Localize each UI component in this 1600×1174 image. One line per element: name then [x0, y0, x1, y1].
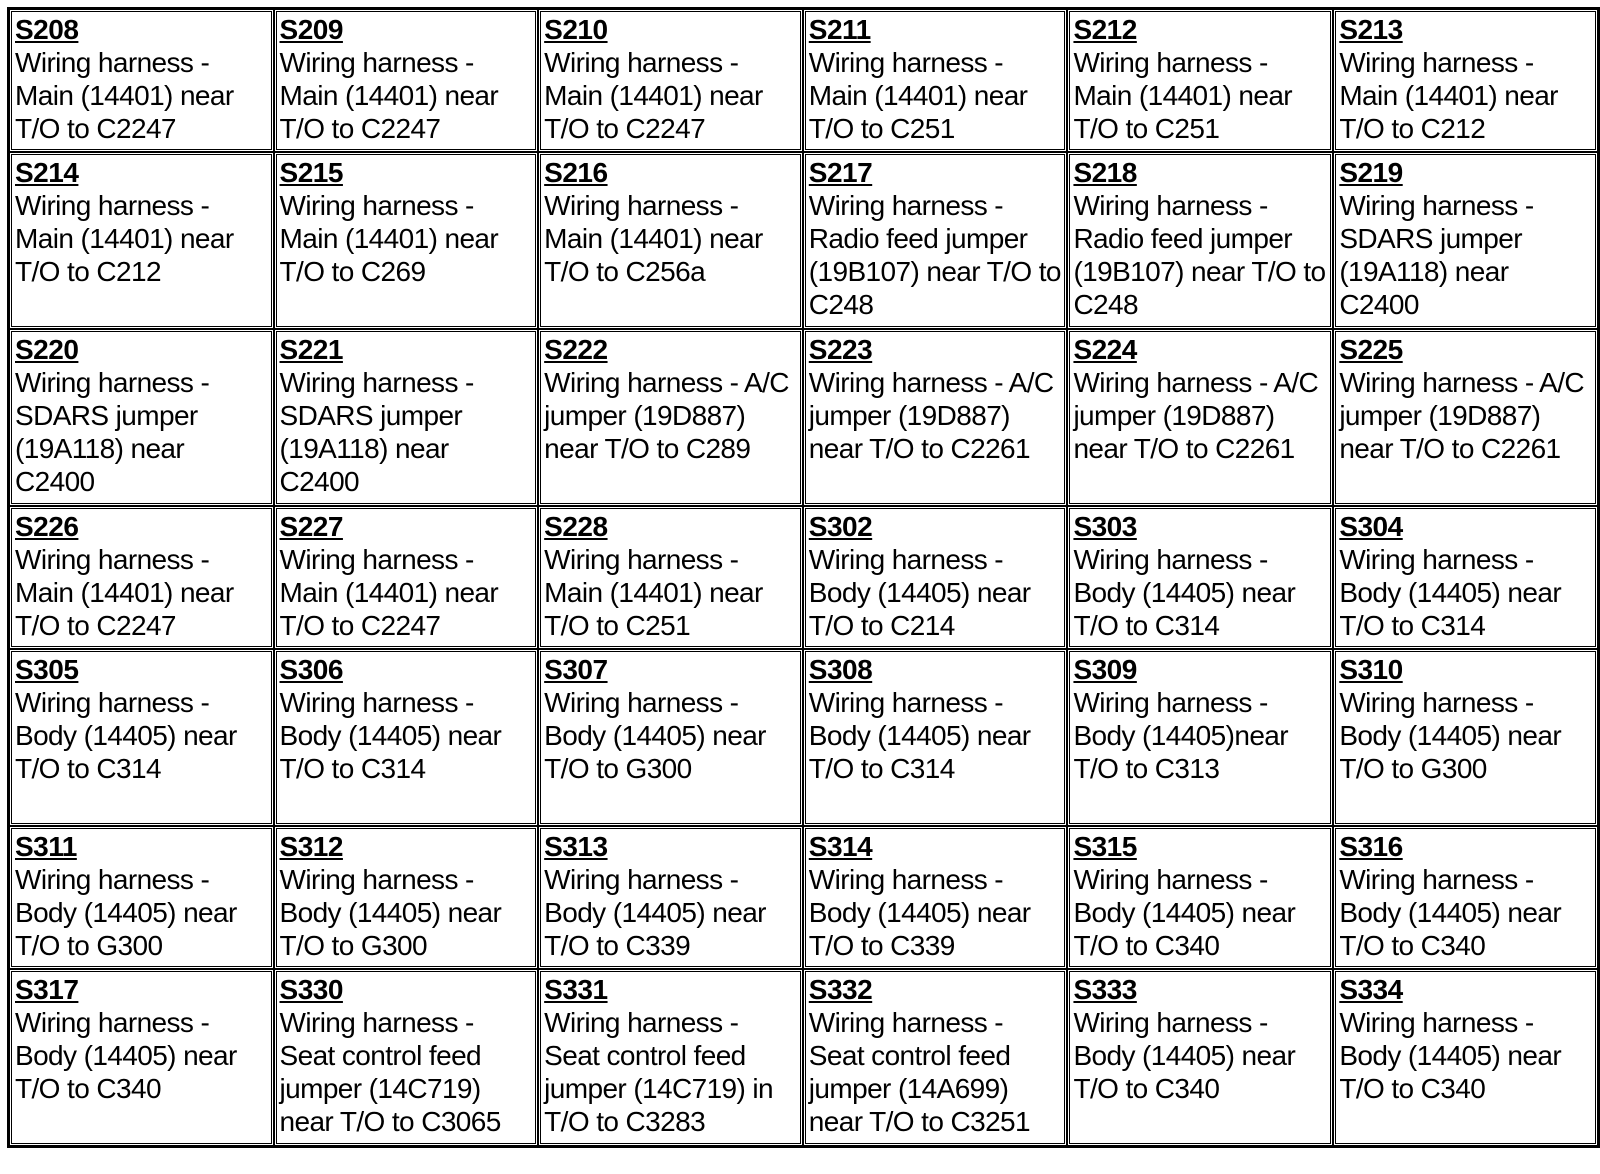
- splice-cell: [1067, 826, 1333, 969]
- splice-id: S314: [808, 831, 873, 862]
- splice-cell: [538, 826, 803, 969]
- splice-id: S334: [1339, 974, 1403, 1005]
- splice-cell: [9, 649, 274, 826]
- splice-description: Wiring harness - Main (14401) near T/O to C2247: [15, 544, 234, 641]
- splice-id: S330: [279, 974, 343, 1005]
- splice-description: Wiring harness - SDARS jumper (19A118) near C2400: [1339, 190, 1534, 320]
- splice-id: S308: [808, 654, 873, 685]
- splice-id: S223: [808, 334, 873, 365]
- splice-description: Wiring harness - Main (14401) near T/O to C251: [1073, 47, 1293, 144]
- splice-description: Wiring harness - A/C jumper (19D887) near T/O to C2261: [1073, 367, 1319, 464]
- splice-cell: [9, 826, 274, 969]
- splice-id: S331: [544, 974, 608, 1005]
- splice-cell: [803, 152, 1068, 329]
- splice-id: S310: [1339, 654, 1403, 685]
- splice-cell: [803, 969, 1068, 1146]
- table-row: [9, 826, 1598, 969]
- splice-description: Wiring harness - Body (14405) near T/O to C340: [1339, 1007, 1562, 1104]
- splice-cell: [274, 969, 539, 1146]
- splice-cell: [1067, 969, 1333, 1146]
- splice-id: S228: [544, 511, 608, 542]
- splice-description: Wiring harness - Body (14405) near T/O to G300: [1339, 687, 1562, 784]
- splice-cell: [1333, 969, 1598, 1146]
- splice-description: Wiring harness - Seat control feed jumper (14A699) near T/O to C3251: [808, 1007, 1030, 1137]
- splice-cell: [274, 649, 539, 826]
- splice-cell: [9, 152, 274, 329]
- splice-id: S210: [544, 14, 608, 45]
- splice-description: Wiring harness - Main (14401) near T/O to C2247: [279, 544, 499, 641]
- splice-description: Wiring harness - A/C jumper (19D887) near T/O to C2261: [808, 367, 1054, 464]
- splice-description: Wiring harness - Body (14405) near T/O to C340: [1339, 864, 1562, 961]
- splice-description: Wiring harness - Body (14405) near T/O to C339: [544, 864, 766, 961]
- table-row: [9, 649, 1598, 826]
- splice-id: S313: [544, 831, 608, 862]
- splice-id: S302: [808, 511, 873, 542]
- splice-description: Wiring harness - Body (14405) near T/O to G300: [544, 687, 766, 784]
- splice-id: S303: [1073, 511, 1137, 542]
- splice-description: Wiring harness - A/C jumper (19D887) near T/O to C2261: [1339, 367, 1585, 464]
- splice-id: S312: [279, 831, 343, 862]
- splice-cell: [1333, 329, 1598, 506]
- splice-description: Wiring harness - Body (14405) near T/O to C340: [1073, 864, 1296, 961]
- splice-id: S316: [1339, 831, 1403, 862]
- splice-description: Wiring harness - Radio feed jumper (19B107) near T/O to C248: [808, 190, 1061, 320]
- splice-description: Wiring harness - Body (14405) near T/O to C340: [1073, 1007, 1296, 1104]
- splice-cell: [1067, 9, 1333, 152]
- splice-cell: [274, 152, 539, 329]
- splice-id: S214: [15, 157, 79, 188]
- splice-description: Wiring harness - Body (14405) near T/O to C314: [1073, 544, 1296, 641]
- splice-id: S333: [1073, 974, 1137, 1005]
- splice-description: Wiring harness - Main (14401) near T/O to C212: [15, 190, 234, 287]
- splice-cell: [803, 329, 1068, 506]
- splice-description: Wiring harness - A/C jumper (19D887) near T/O to C289: [544, 367, 789, 464]
- splice-id: S213: [1339, 14, 1403, 45]
- splice-cell: [1333, 152, 1598, 329]
- splice-cell: [9, 969, 274, 1146]
- splice-id: S222: [544, 334, 608, 365]
- splice-id: S218: [1073, 157, 1137, 188]
- splice-description: Wiring harness - Radio feed jumper (19B107) near T/O to C248: [1073, 190, 1326, 320]
- splice-description: Wiring harness - Body (14405) near T/O to C314: [808, 687, 1031, 784]
- splice-cell: [274, 329, 539, 506]
- splice-location-table: [7, 7, 1600, 1148]
- splice-id: S216: [544, 157, 608, 188]
- splice-id: S305: [15, 654, 79, 685]
- splice-id: S306: [279, 654, 343, 685]
- splice-description: Wiring harness - Main (14401) near T/O to C251: [808, 47, 1028, 144]
- splice-cell: [274, 506, 539, 649]
- splice-table-body: [9, 9, 1598, 1146]
- splice-description: Wiring harness - Main (14401) near T/O to C212: [1339, 47, 1558, 144]
- splice-description: Wiring harness - SDARS jumper (19A118) near C2400: [15, 367, 210, 497]
- splice-cell: [538, 9, 803, 152]
- splice-cell: [1067, 152, 1333, 329]
- splice-cell: [1333, 826, 1598, 969]
- splice-cell: [803, 506, 1068, 649]
- splice-id: S219: [1339, 157, 1403, 188]
- splice-cell: [538, 152, 803, 329]
- splice-cell: [803, 649, 1068, 826]
- splice-description: Wiring harness - Seat control feed jumper (14C719) in T/O to C3283: [544, 1007, 774, 1137]
- splice-description: Wiring harness - Body (14405) near T/O to C314: [279, 687, 502, 784]
- splice-id: S311: [15, 831, 77, 862]
- splice-cell: [538, 329, 803, 506]
- splice-cell: [803, 9, 1068, 152]
- splice-id: S211: [808, 14, 871, 45]
- splice-id: S215: [279, 157, 343, 188]
- splice-cell: [538, 969, 803, 1146]
- splice-description: Wiring harness - Body (14405) near T/O to G300: [279, 864, 502, 961]
- splice-description: Wiring harness - Body (14405) near T/O to C340: [15, 1007, 237, 1104]
- splice-description: Wiring harness - Body (14405)near T/O to C313: [1073, 687, 1288, 784]
- splice-description: Wiring harness - Main (14401) near T/O to C269: [279, 190, 499, 287]
- splice-description: Wiring harness - Body (14405) near T/O to C214: [808, 544, 1031, 641]
- splice-description: Wiring harness - SDARS jumper (19A118) near C2400: [279, 367, 474, 497]
- splice-id: S307: [544, 654, 608, 685]
- splice-description: Wiring harness - Body (14405) near T/O to C339: [808, 864, 1031, 961]
- splice-id: S208: [15, 14, 79, 45]
- splice-cell: [274, 9, 539, 152]
- splice-id: S221: [279, 334, 343, 365]
- splice-id: S332: [808, 974, 873, 1005]
- splice-description: Wiring harness - Main (14401) near T/O to C251: [544, 544, 763, 641]
- splice-id: S209: [279, 14, 343, 45]
- splice-cell: [538, 506, 803, 649]
- splice-id: S226: [15, 511, 79, 542]
- splice-id: S304: [1339, 511, 1403, 542]
- splice-description: Wiring harness - Main (14401) near T/O to C2247: [544, 47, 763, 144]
- splice-description: Wiring harness - Body (14405) near T/O to C314: [1339, 544, 1562, 641]
- splice-id: S315: [1073, 831, 1137, 862]
- splice-id: S309: [1073, 654, 1137, 685]
- table-row: [9, 969, 1598, 1146]
- splice-description: Wiring harness - Body (14405) near T/O to G300: [15, 864, 237, 961]
- splice-cell: [274, 826, 539, 969]
- splice-id: S317: [15, 974, 79, 1005]
- splice-id: S225: [1339, 334, 1403, 365]
- table-row: [9, 329, 1598, 506]
- splice-id: S220: [15, 334, 79, 365]
- table-row: [9, 9, 1598, 152]
- splice-description: Wiring harness - Main (14401) near T/O to C2247: [15, 47, 234, 144]
- splice-id: S217: [808, 157, 873, 188]
- table-row: [9, 152, 1598, 329]
- splice-description: Wiring harness - Main (14401) near T/O to C2247: [279, 47, 499, 144]
- splice-cell: [9, 329, 274, 506]
- splice-description: Wiring harness - Main (14401) near T/O to C256a: [544, 190, 763, 287]
- splice-cell: [1333, 9, 1598, 152]
- splice-cell: [9, 506, 274, 649]
- splice-cell: [1067, 506, 1333, 649]
- splice-cell: [803, 826, 1068, 969]
- splice-cell: [1333, 649, 1598, 826]
- table-row: [9, 506, 1598, 649]
- splice-description: Wiring harness - Seat control feed jumper (14C719) near T/O to C3065: [279, 1007, 501, 1137]
- splice-description: Wiring harness - Body (14405) near T/O to C314: [15, 687, 237, 784]
- splice-cell: [1067, 649, 1333, 826]
- splice-id: S227: [279, 511, 343, 542]
- splice-cell: [9, 9, 274, 152]
- splice-cell: [538, 649, 803, 826]
- splice-cell: [1333, 506, 1598, 649]
- splice-id: S212: [1073, 14, 1137, 45]
- splice-cell: [1067, 329, 1333, 506]
- splice-id: S224: [1073, 334, 1137, 365]
